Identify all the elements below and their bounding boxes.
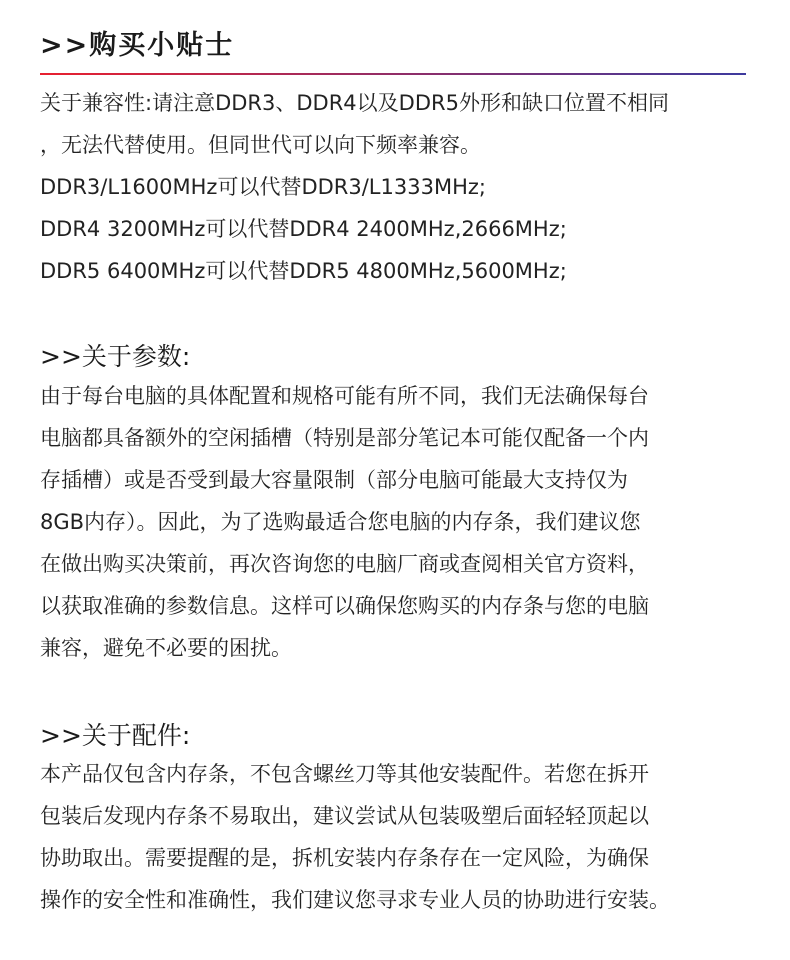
accessories-line: 包装后发现内存条不易取出，建议尝试从包装吸塑后面轻轻顶起以	[40, 804, 649, 828]
accessories-line: 本产品仅包含内存条，不包含螺丝刀等其他安装配件。若您在拆开	[40, 762, 649, 786]
parameters-line: 以获取准确的参数信息。这样可以确保您购买的内存条与您的电脑	[40, 594, 649, 618]
accessories-heading: >>关于配件:	[40, 721, 191, 750]
compatibility-section	[40, 82, 752, 292]
compatibility-line: 关于兼容性:请注意DDR3、DDR4以及DDR5外形和缺口位置不相同	[40, 91, 669, 115]
page-header	[40, 26, 746, 66]
parameters-line: 在做出购买决策前，再次咨询您的电脑厂商或查阅相关官方资料，	[40, 552, 649, 576]
page-title: >>购买小贴士	[40, 30, 235, 61]
compatibility-line: DDR5 6400MHz可以代替DDR5 4800MHz,5600MHz;	[40, 259, 567, 283]
accessories-line: 操作的安全性和准确性，我们建议您寻求专业人员的协助进行安装。	[40, 888, 670, 912]
parameters-line: 由于每台电脑的具体配置和规格可能有所不同，我们无法确保每台	[40, 384, 649, 408]
parameters-heading-wrap	[40, 337, 752, 377]
parameters-line: 电脑都具备额外的空闲插槽（特别是部分笔记本可能仅配备一个内	[40, 426, 649, 450]
accessories-heading-wrap	[40, 716, 752, 756]
parameters-line: 8GB内存）。因此，为了选购最适合您电脑的内存条，我们建议您	[40, 510, 641, 534]
compatibility-line: DDR3/L1600MHz可以代替DDR3/L1333MHz;	[40, 175, 486, 199]
accessories-section	[40, 753, 752, 921]
parameters-line: 兼容，避免不必要的困扰。	[40, 636, 292, 660]
parameters-section	[40, 375, 752, 669]
accessories-line: 协助取出。需要提醒的是，拆机安装内存条存在一定风险，为确保	[40, 846, 649, 870]
compatibility-line: DDR4 3200MHz可以代替DDR4 2400MHz,2666MHz;	[40, 217, 567, 241]
parameters-line: 存插槽）或是否受到最大容量限制（部分电脑可能最大支持仅为	[40, 468, 628, 492]
title-divider	[40, 73, 746, 75]
compatibility-line: ，无法代替使用。但同世代可以向下频率兼容。	[40, 133, 481, 157]
parameters-heading: >>关于参数:	[40, 342, 191, 371]
